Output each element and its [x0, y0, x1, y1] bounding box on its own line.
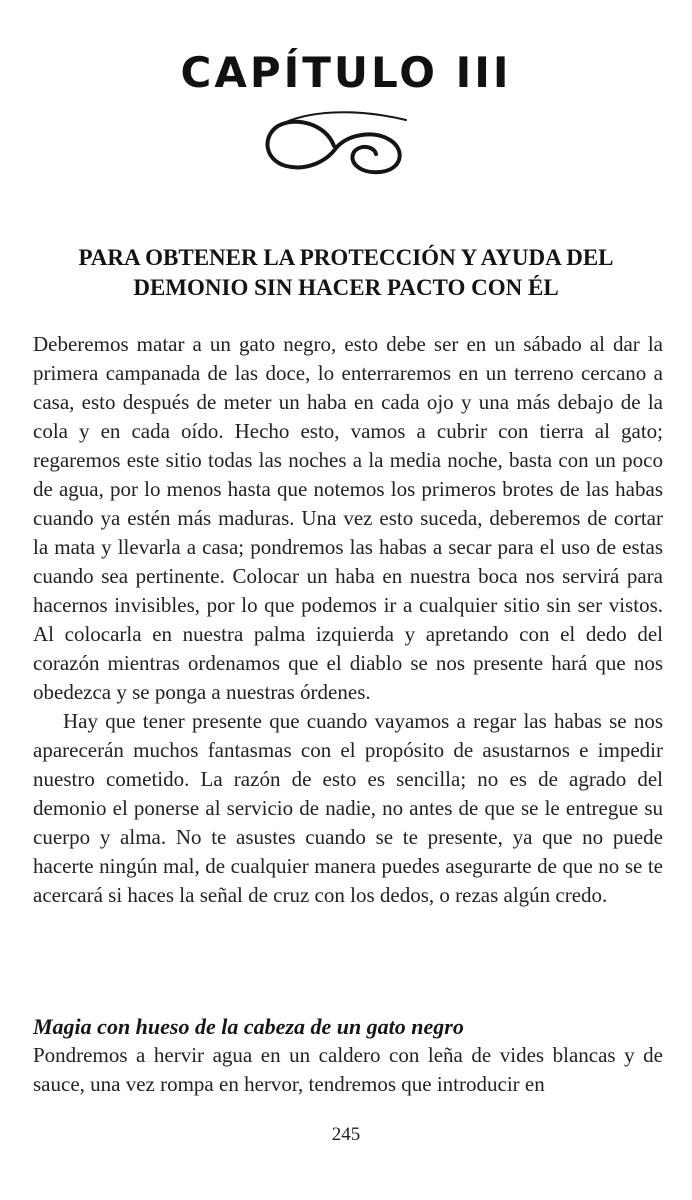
subsection-body [33, 1041, 663, 1099]
body-paragraph: Deberemos matar a un gato negro, esto debe ser en un sábado al dar la primera campanada de las doce, lo enterraremos en un terreno cercano a casa, esto después de meter un haba en cada ojo y una más debajo de la cola y en cada oído. Hecho esto, vamos a cubrir con tierra al gato; regaremos este sitio todas las noches a la media noche, basta con un poco de agua, por lo menos hasta que notemos los primeros brotes de las habas cuando ya estén más maduras. Una vez esto suceda, deberemos de cortar la mata y llevarla a casa; pondremos las habas a secar para el uso de estas cuando sea pertinente. Colocar un haba en nuestra boca nos servirá para hacernos invisibles, por lo que podemos ir a cualquier sitio sin ser vistos. Al colocarla en nuestra palma izquierda y apretando con el dedo del corazón mientras ordenamos que el diablo se nos presente hará que nos obedezca y se ponga a nuestras órdenes. [33, 332, 663, 704]
flourish-ornament-icon [256, 104, 416, 184]
subsection-heading: Magia con hueso de la cabeza de un gato negro [33, 1014, 464, 1039]
section-body [33, 330, 663, 910]
page-number: 245 [331, 1124, 361, 1145]
section-heading: PARA OBTENER LA PROTECCIÓN Y AYUDA DEL DEMONIO SIN HACER PACTO CON ÉL [78, 245, 614, 300]
chapter-title: CAPÍTULO III [180, 48, 512, 97]
body-paragraph: Hay que tener presente que cuando vayamos a regar las habas se nos aparecerán muchos fantasmas con el propósito de asustarnos e impedir nuestro cometido. La razón de esto es sencilla; no es de agrado del demonio el ponerse al servicio de nadie, no antes de que se le entregue su cuerpo y alma. No te asustes cuando se te presente, ya que no puede hacerte ningún mal, de cualquier manera puedes asegurarte de que no se te acercará si haces la señal de cruz con los dedos, o rezas algún credo. [33, 709, 663, 907]
body-paragraph: Pondremos a hervir agua en un caldero con leña de vides blancas y de sauce, una vez rompa en hervor, tendremos que introducir en [33, 1043, 663, 1096]
